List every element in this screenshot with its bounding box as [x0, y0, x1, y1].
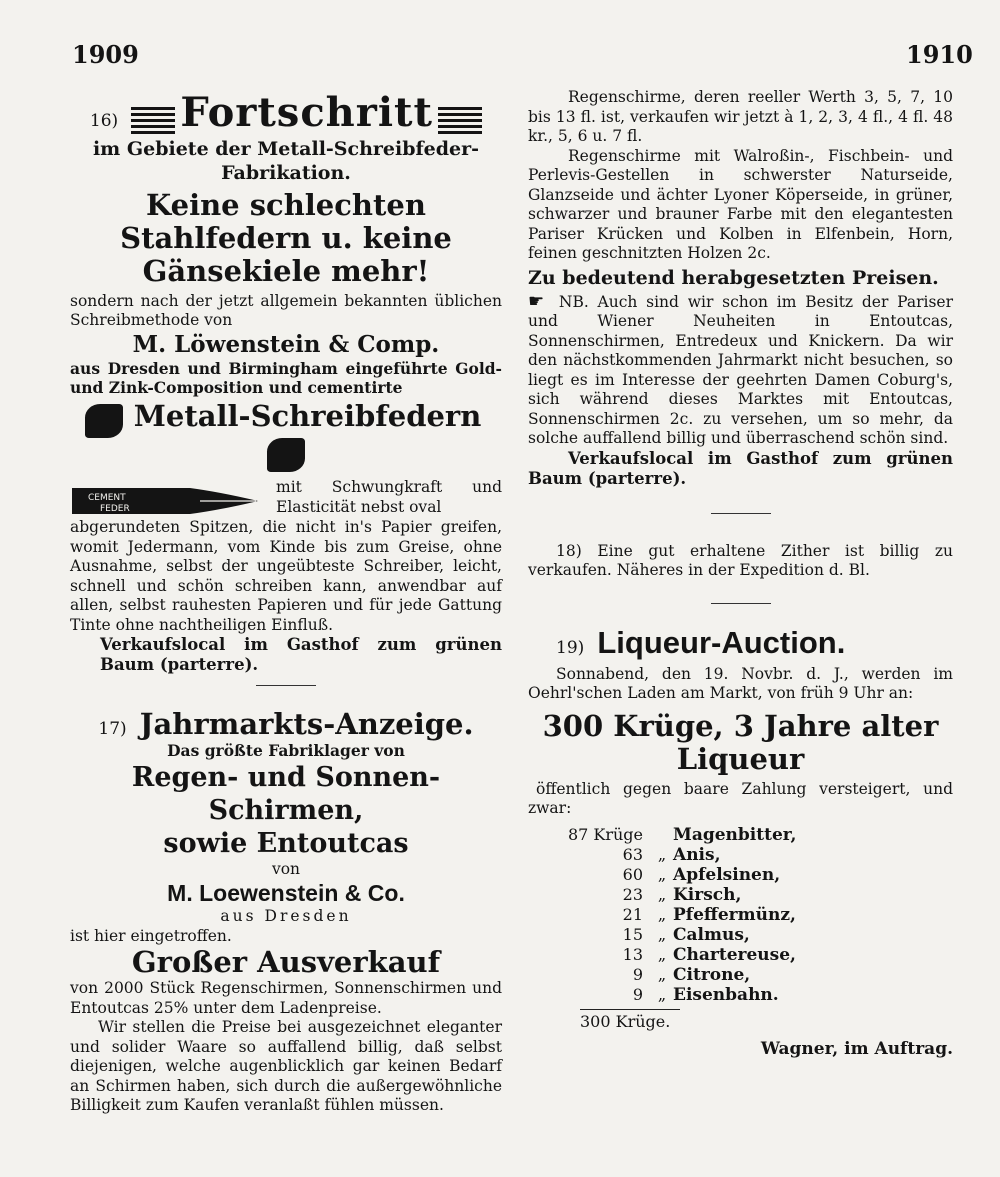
- ad-17-continued: [528, 88, 953, 489]
- liqueur-name: Eisenbahn.: [673, 984, 779, 1005]
- ad-subtitle: im Gebiete der Metall-Schreibfeder-Fabrikation.: [92, 137, 480, 184]
- sales-location: Verkaufslocal im Gasthof zum grünen Baum (parterre).: [100, 635, 502, 674]
- page-number-right: 1910: [906, 40, 973, 69]
- ad-text: Eine gut erhaltene Zither ist billig zu verkaufen. Näheres in der Expedition d. Bl.: [528, 541, 953, 579]
- total-line: [580, 1009, 680, 1031]
- firm-name: M. Löwenstein & Comp.: [132, 330, 440, 358]
- von-label: von: [271, 859, 301, 878]
- item-quantity: 63: [622, 844, 643, 864]
- ad-intro: sondern nach der jetzt allgemein bekannten üblichen Schreibmethode von: [70, 291, 502, 329]
- item-quantity: 60: [622, 864, 643, 884]
- ditto-mark: „: [657, 864, 667, 884]
- ditto-mark: „: [657, 944, 667, 964]
- left-column: [70, 88, 502, 1116]
- ditto-mark: [651, 825, 673, 845]
- item-quantity: 15: [622, 924, 643, 944]
- ad-17: [70, 708, 502, 1116]
- liqueur-name: Anis,: [673, 844, 721, 865]
- reduced-prices: Zu bedeutend herabgesetzten Preisen.: [528, 266, 939, 289]
- ad-body: abgerundeten Spitzen, die nicht in's Papier greifen, womit Jedermann, vom Kinde bis zum Greise, ohne Ausnahme, selbst der ungeübteste Schreiber, leicht, schnell und schön schreiben kann, anwendbar auf allen, selbst rauhesten Papieren und für jede Gattung Tinte ohne nachtheiligen Einfluß.: [70, 518, 502, 634]
- item-quantity: 23: [622, 884, 643, 904]
- right-column: [528, 88, 953, 1059]
- pen-label-cement: CEMENT: [88, 493, 126, 503]
- separator: [711, 513, 771, 514]
- nb-paragraph: NB. Auch sind wir schon im Besitz der Pariser und Wiener Neuheiten in Entoutcas, Sonnenschirmen, Entredeux und Knickern. Da wir den nächstkommenden Jahrmarkt nicht besuchen, so liegt es im Interesse der geehrten Damen Coburg's, sich während dieses Marktes mit Entoutcas, Sonnenschirmen 2c. zu versehen, um so mehr, da solche auffallend billig und überraschend schön sind.: [528, 292, 953, 447]
- ad-number: 16): [89, 111, 119, 131]
- total-qty: 300 Krüge.: [580, 1011, 671, 1031]
- liqueur-name: Kirsch,: [673, 884, 742, 905]
- sale-title: Großer Ausverkauf: [131, 945, 441, 979]
- ad-number: 19): [556, 637, 585, 658]
- firm-name: M. Loewenstein & Co.: [167, 880, 405, 906]
- ditto-mark: „: [657, 884, 667, 904]
- pen-label-feder: FEDER: [100, 504, 130, 514]
- sales-location: Verkaufslocal im Gasthof zum grünen Baum (parterre).: [528, 448, 953, 488]
- ad-title: Liqueur-Auction.: [597, 624, 846, 660]
- liqueur-name: Chartereuse,: [673, 944, 796, 965]
- ad-headline: Keine schlechten Stahlfedern u. keine Gänsekiele mehr!: [120, 187, 452, 288]
- sale-body: Wir stellen die Preise bei ausgezeichnet eleganter und solider Waare so auffallend billig, daß selbst diejenigen, welche augenblicklich gar keinen Bedarf an Schirmen haben, sich durch die außergewöhnliche Billigkeit zum Kaufen veranlaßt fühlen müssen.: [70, 1018, 502, 1114]
- item-quantity: 87 Krüge: [567, 824, 643, 844]
- ad-title: Fortschritt: [180, 89, 433, 136]
- ad-title: Jahrmarkts-Anzeige.: [139, 707, 474, 741]
- ornament-icon: [267, 438, 305, 472]
- ad-number: 18): [556, 541, 582, 560]
- auction-headline-liqueur: Liqueur: [676, 741, 805, 776]
- ornament-icon: [85, 404, 123, 438]
- product-line-2: sowie Entoutcas: [163, 827, 409, 859]
- umbrella-paragraph: Regenschirme mit Walroßin-, Fischbein- und Perlevis-Gestellen in schwerster Naturseide, Glanzseide und ächter Lyoner Köperseide, in grüner, schwarzer und brauner Farbe mit den elegantesten Pariser Krücken und Kolben in Elfenbein, Horn, feinen geschnitzten Holzen 2c.: [528, 146, 953, 262]
- ditto-mark: „: [657, 984, 667, 1004]
- ad-16: [70, 90, 502, 675]
- ditto-mark: „: [657, 844, 667, 864]
- liqueur-name: Magenbitter,: [673, 824, 797, 845]
- pen-text: mit Schwungkraft und Elasticität nebst oval: [276, 478, 502, 516]
- liqueur-name: Pfeffermünz,: [673, 904, 796, 925]
- item-quantity: 13: [622, 944, 643, 964]
- ad-number: 17): [98, 719, 127, 739]
- liqueur-list: [556, 825, 953, 1005]
- auction-text: öffentlich gegen baare Zahlung versteigert, und zwar:: [528, 779, 953, 817]
- ditto-mark: „: [657, 964, 667, 984]
- arrival-note: ist hier eingetroffen.: [70, 926, 232, 945]
- decorative-stripes-icon: [131, 107, 175, 137]
- ditto-mark: „: [657, 904, 667, 924]
- page-number-left: 1909: [72, 40, 139, 69]
- ad-19: [528, 626, 953, 1059]
- sale-text: von 2000 Stück Regenschirmen, Sonnenschirmen und Entoutcas 25% unter dem Ladenpreise.: [70, 979, 502, 1017]
- prices-paragraph: Regenschirme, deren reeller Werth 3, 5, 7, 10 bis 13 fl. ist, verkaufen wir jetzt à 1, 2, 3, 4 fl., 4 fl. 48 kr., 5, 6 u. 7 fl.: [528, 88, 953, 145]
- auction-intro: Sonnabend, den 19. Novbr. d. J., werden im Oehrl'schen Laden am Markt, von früh 9 Uhr an:: [528, 664, 953, 702]
- item-quantity: 21: [622, 904, 643, 924]
- ad-subtitle: Das größte Fabriklager von: [167, 741, 405, 760]
- liqueur-name: Calmus,: [673, 924, 750, 945]
- item-quantity: 9: [632, 984, 643, 1004]
- product-line-1: Regen- und Sonnen-Schirmen,: [131, 761, 441, 826]
- separator: [256, 685, 316, 686]
- pen-nib-icon: [70, 484, 260, 518]
- origin-city: aus Dresden: [220, 907, 352, 925]
- ad-18: [528, 542, 953, 581]
- separator: [711, 603, 771, 604]
- product-name: Metall-Schreibfedern: [133, 398, 482, 433]
- pointing-hand-icon: ☛: [528, 290, 545, 312]
- item-quantity: 9: [632, 964, 643, 984]
- auction-headline: 300 Krüge, 3 Jahre alter: [542, 708, 939, 743]
- ad-line: aus Dresden und Birmingham eingeführte Gold- und Zink-Composition und cementirte: [70, 358, 502, 397]
- decorative-stripes-icon: [438, 107, 482, 137]
- liqueur-name: Citrone,: [673, 964, 751, 985]
- liqueur-name: Apfelsinen,: [673, 864, 781, 885]
- signature: Wagner, im Auftrag.: [760, 1038, 953, 1059]
- ditto-mark: „: [657, 924, 667, 944]
